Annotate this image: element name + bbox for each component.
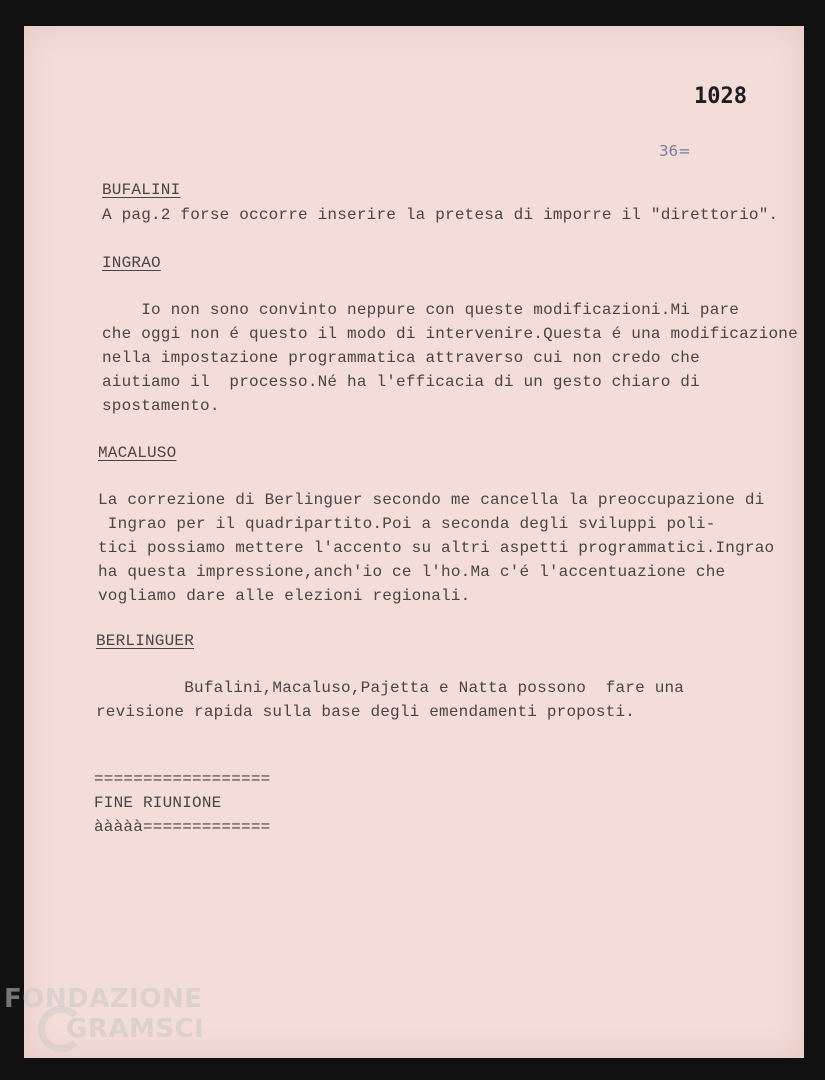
speaker-bufalini: BUFALINI [102, 181, 181, 199]
watermark-logo [4, 986, 204, 1042]
speech-line: tici possiamo mettere l'accento su altri aspetti programmatici.Ingrao [98, 539, 775, 557]
watermark-line1: FONDAZIONE [4, 984, 203, 1014]
speech-line: che oggi non é questo il modo di intervenire.Questa é una modificazione [102, 325, 798, 343]
watermark-g-icon [38, 1006, 84, 1052]
speech-line: vogliamo dare alle elezioni regionali. [98, 587, 471, 605]
folio-number: 36= [659, 142, 691, 160]
speech-line: aiutiamo il processo.Né ha l'efficacia di un gesto chiaro di [102, 373, 700, 391]
closing-rule-bottom: ààààà============= [94, 818, 271, 836]
speech-line: spostamento. [102, 397, 220, 415]
speaker-ingrao: INGRAO [102, 254, 161, 272]
speaker-macaluso: MACALUSO [98, 444, 177, 462]
speaker-berlinguer: BERLINGUER [96, 632, 195, 650]
speech-line: A pag.2 forse occorre inserire la pretesa di imporre il "direttorio". [102, 206, 779, 224]
typed-page [24, 26, 804, 1058]
watermark-line2: GRAMSCI [66, 1014, 205, 1044]
speech-line: Bufalini,Macaluso,Pajetta e Natta possono fare una [96, 679, 685, 697]
speech-line: ha questa impressione,anch'io ce l'ho.Ma c'é l'accentuazione che [98, 563, 726, 581]
speech-line: La correzione di Berlinguer secondo me cancella la preoccupazione di [98, 491, 765, 509]
speech-line: revisione rapida sulla base degli emendamenti proposti. [96, 703, 636, 721]
speech-line: nella impostazione programmatica attraverso cui non credo che [102, 349, 700, 367]
speech-line: Ingrao per il quadripartito.Poi a seconda degli sviluppi poli- [98, 515, 716, 533]
speech-line: Io non sono convinto neppure con queste modificazioni.Mi pare [102, 301, 740, 319]
closing-text: FINE RIUNIONE [94, 794, 222, 812]
page-number: 1028 [694, 84, 747, 109]
closing-rule-top: ================== [94, 770, 271, 788]
